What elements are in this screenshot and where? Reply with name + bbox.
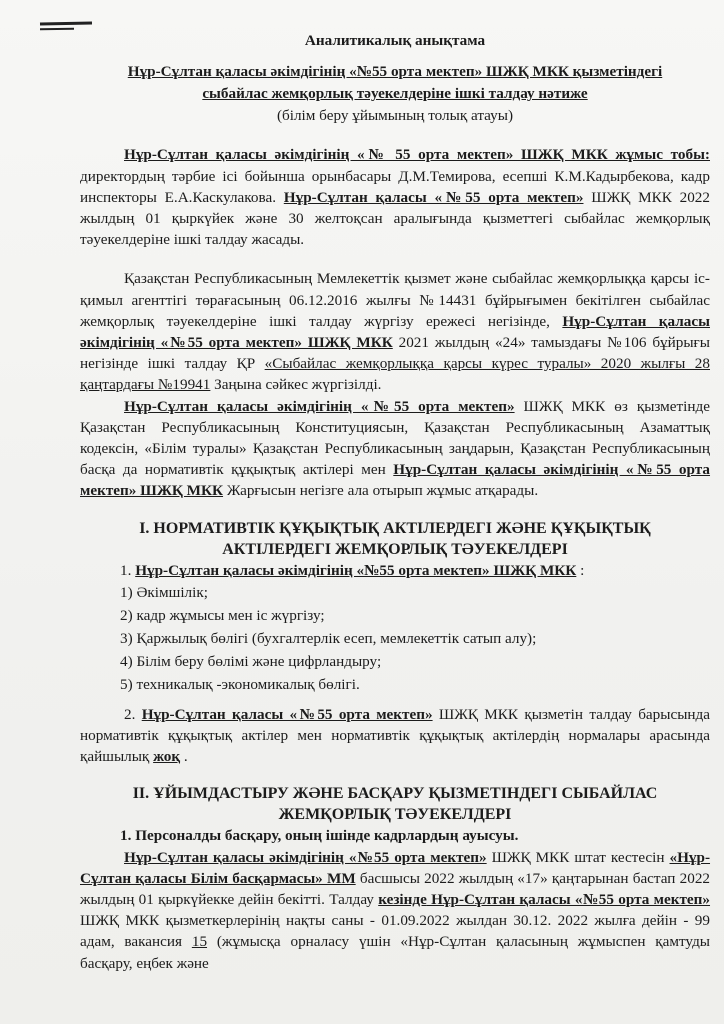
org-name: Нұр-Сұлтан қаласы әкімдігінің «№55 орта мектеп» ШЖҚ МКК <box>80 312 710 352</box>
section1-item1 <box>80 560 710 581</box>
section1-item2 <box>80 704 710 768</box>
org-name: Нұр-Сұлтан қаласы әкімдігінің «№ 55 орта мектеп» ШЖҚ МКК жұмыс тобы: <box>124 146 710 164</box>
org-name: Нұр-Сұлтан қаласы «№55 орта мектеп» <box>283 188 584 206</box>
section2-heading-line1: II. ҰЙЫМДАСТЫРУ ЖӘНЕ БАСҚАРУ ҚЫЗМЕТІНДЕГІ СЫБАЙЛАС <box>132 785 658 803</box>
section2-item1: 1. Персоналды басқару, оның ішінде кадрлардың ауысуы. <box>120 827 519 845</box>
punctuation: . <box>180 748 188 766</box>
paragraph-text: (жұмысқа орналасу үшін «Нұр-Сұлтан қаласының жұмыспен қамтуды басқару, еңбек және <box>80 933 710 972</box>
paragraph-basis <box>80 268 710 395</box>
paragraph-text: басшысы 2022 жылдың «17» қаңтарынан бастап 2022 жылдың 01 қыркүйекке дейін бекітті. Талдау <box>80 869 711 909</box>
org-name: Нұр-Сұлтан қаласы «№55 орта мектеп» <box>426 891 711 909</box>
section1-heading-line2: АКТІЛЕРДЕГІ ЖЕМҚОРЛЫҚ ТӘУЕКЕЛДЕРІ <box>222 540 568 558</box>
pen-mark <box>40 22 92 26</box>
paragraph-text: ШЖҚ МКК қызметін талдау барысында нормативтік құқықтық актілер мен нормативтік құқықтық актілердің нормалары арасында қайшылық <box>80 705 710 766</box>
paragraph-working-group <box>80 144 710 250</box>
list-item: 5) техникалық -экономикалық бөлігі. <box>120 675 360 693</box>
org-name: «Нұр-Сұлтан қаласы Білім басқармасы» ММ <box>80 848 711 887</box>
paragraph-text: Қазақстан Республикасының Мемлекеттік қызмет және сыбайлас жемқорлыққа қарсы іс-қимыл агенттігі төрағасының 06.12.2016 жылғы №14431 бұйрығымен бекітілген сыбайлас жемқорлық тәуекелдеріне ішкі талдау жүргізу ережесі негізінде, <box>80 270 710 330</box>
item-number: 2. <box>124 705 142 723</box>
org-name: Нұр-Сұлтан қаласы әкімдігінің «№55 орта мектеп» <box>124 397 515 415</box>
doc-subtitle-line2: сыбайлас жемқорлық тәуекелдеріне ішкі талдау нәтиже <box>202 85 588 103</box>
paragraph-text: ШЖҚ МКК 2022 жылдың 01 қыркүйек және 30 желтоқсан аралығында қызметтегі сыбайлас жемқорлық тәуекелдеріне ішкі талдау жасады. <box>80 188 710 249</box>
org-name: Нұр-Сұлтан қаласы әкімдігінің «№55 орта мектеп» ШЖҚ МКК <box>135 561 577 579</box>
list-item: 2) кадр жұмысы мен іс жүргізу; <box>120 606 325 624</box>
pen-mark-2 <box>40 28 74 31</box>
doc-subtitle-note: (білім беру ұйымының толық атауы) <box>276 107 514 125</box>
paragraph-legal-framework <box>80 396 710 502</box>
vacancy-count: 15 <box>191 933 208 951</box>
item-tail: : <box>576 561 585 579</box>
law-reference: «Сыбайлас жемқорлыққа қарсы күрес туралы» 2020 жылғы 28 қаңтардағы №19941 <box>80 355 710 394</box>
org-name: Нұр-Сұлтан қаласы әкімдігінің «№55 орта мектеп» <box>124 848 487 866</box>
paragraph-text: директордың тәрбие ісі бойынша орынбасары Д.М.Темирова, есепші К.М.Кадырбекова, кадр инспекторы Е.А.Каскулакова. <box>80 167 710 206</box>
section1-heading-line1: I. НОРМАТИВТІК ҚҰҚЫҚТЫҚ АКТІЛЕРДЕГІ ЖӘНЕ ҚҰҚЫҚТЫҚ <box>139 519 651 537</box>
paragraph-text: ШЖҚ МКК қызметкерлерінің нақты саны - 01.09.2022 жылдан 30.12. 2022 жылға дейін - 99 адам, вакансия <box>80 912 710 951</box>
org-name: Нұр-Сұлтан қаласы «№55 орта мектеп» <box>141 705 433 723</box>
doc-title: Аналитикалық анықтама <box>304 32 486 49</box>
item-number: 1. <box>120 561 136 579</box>
paragraph-text: ШЖҚ МКК өз қызметінде Қазақстан Республикасының Конституциясын, Қазақстан Республикасының Азаматтық кодексін, «Білім туралы» Қазақстан Республикасының заңдарын, Қазақстан Республикасының басқа да нормативтік құқықтық актілері мен <box>80 397 710 479</box>
paragraph-text: 2021 жылдың «24» тамыздағы №106 бұйрығы негізінде ішкі талдау ҚР <box>80 334 710 373</box>
conclusion-word: жоқ <box>153 748 181 766</box>
list-item: 1) Әкімшілік; <box>120 583 208 601</box>
paragraph-text: Заңына сәйкес жүргізілді. <box>210 376 382 394</box>
org-name: Нұр-Сұлтан қаласы әкімдігінің «№55 орта мектеп» ШЖҚ МКК <box>80 461 711 500</box>
doc-subtitle-line1: Нұр-Сұлтан қаласы әкімдігінің «№55 орта мектеп» ШЖҚ МКК қызметіндегі <box>127 63 663 81</box>
paragraph-text: Жарғысын негізге ала отырып жұмыс атқарады. <box>223 482 539 500</box>
section2-heading-line2: ЖЕМҚОРЛЫҚ ТӘУЕКЕЛДЕРІ <box>278 806 512 824</box>
department-list <box>80 581 710 696</box>
document-body <box>80 30 710 974</box>
paragraph-text: ШЖҚ МКК штат кестесін <box>486 848 670 866</box>
underlined-word: кезінде <box>378 891 427 909</box>
list-item: 4) Білім беру бөлімі және цифрландыру; <box>120 652 382 670</box>
list-item: 3) Қаржылық бөлігі (бухгалтерлік есеп, мемлекеттік сатып алу); <box>120 629 537 647</box>
paragraph-staffing <box>80 847 710 974</box>
